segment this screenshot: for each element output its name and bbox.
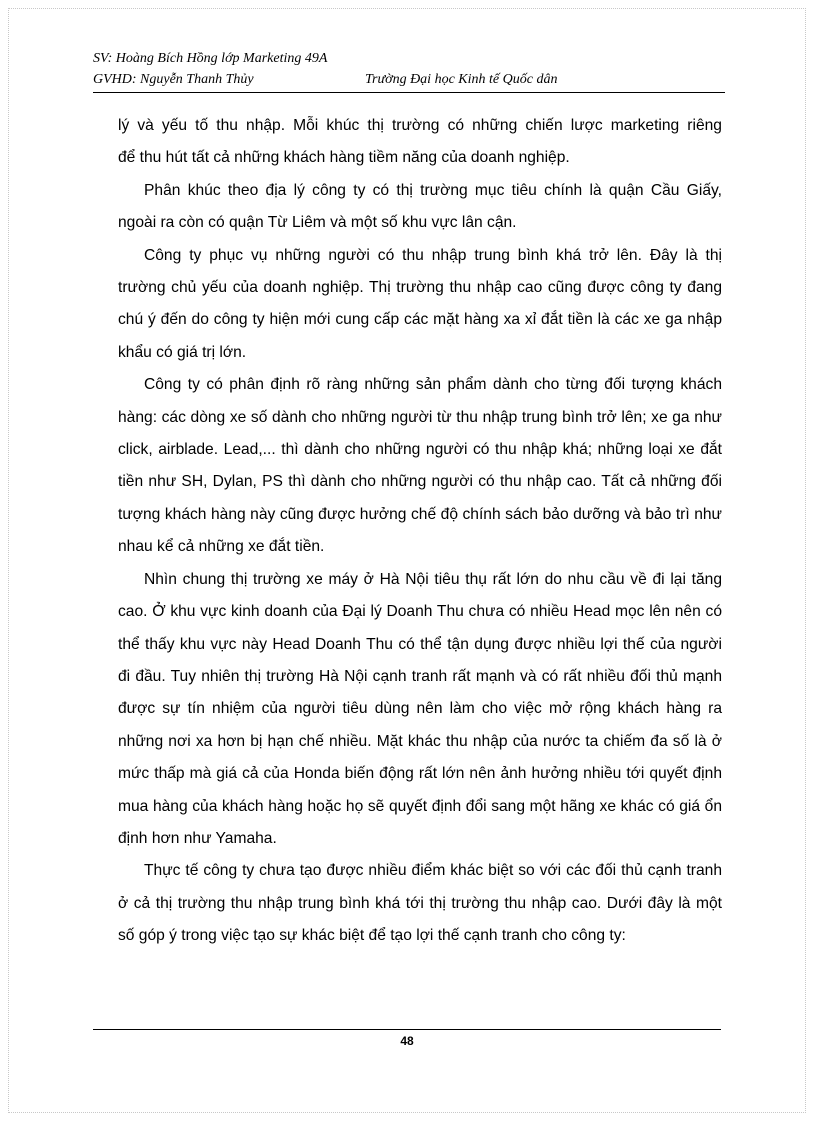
paragraph-4	[118, 369, 722, 563]
text-line: Thực tế công ty chưa tạo được nhiều điểm khác biệt so với các đối thủ cạnh tranh	[144, 862, 722, 880]
document-body	[118, 110, 722, 953]
text-line: ngoài ra còn có quận Từ Liêm và một số khu vực lân cận.	[118, 214, 517, 232]
text-line: mua hàng của khách hàng hoặc họ sẽ quyết định đổi sang một hãng xe khác có giá ổn	[118, 797, 722, 815]
text-line: được sự tín nhiệm của người tiêu dùng nên làm cho việc mở rộng khách hàng ra	[118, 700, 722, 718]
text-line: tượng khách hàng này cũng được hưởng chế độ chính sách bảo dưỡng và bảo trì như	[118, 505, 722, 523]
text-line: ở cả thị trường thu nhập trung bình khá tới thị trường thu nhập cao. Dưới đây là một	[118, 894, 722, 912]
text-line: khẩu có giá trị lớn.	[118, 343, 247, 361]
text-line: những nơi xa hơn bị hạn chế nhiều. Mặt khác thu nhập của nước ta chiếm đa số là ở	[118, 732, 722, 750]
paragraph-3	[118, 240, 722, 370]
text-line: trường chủ yếu của doanh nghiệp. Thị trường thu nhập cao cũng được công ty đang	[118, 279, 722, 297]
page-number: 48	[400, 1034, 414, 1048]
header-university: Trường Đại học Kinh tế Quốc dân	[365, 72, 558, 87]
text-line: để thu hút tất cả những khách hàng tiềm năng của doanh nghiệp.	[118, 149, 570, 167]
text-line: Công ty phục vụ những người có thu nhập trung bình khá trở lên. Đây là thị	[144, 246, 722, 264]
paragraph-6	[118, 855, 722, 952]
text-line: lý và yếu tố thu nhập. Mỗi khúc thị trường có những chiến lược marketing riêng	[118, 117, 722, 134]
text-line: số góp ý trong việc tạo sự khác biệt để tạo lợi thế cạnh tranh cho công ty:	[118, 927, 626, 945]
text-line: click, airblade. Lead,... thì dành cho những người có thu nhập khá; những loại xe đắt	[118, 441, 722, 459]
paragraph-5	[118, 564, 722, 856]
header-student: SV: Hoàng Bích Hồng lớp Marketing 49A	[93, 51, 328, 66]
header-line-2	[93, 69, 725, 90]
text-line: cao. Ở khu vực kinh doanh của Đại lý Doanh Thu chưa có nhiều Head mọc lên nên có	[118, 603, 722, 621]
text-line: mức thấp mà giá cả của Honda biến động rất lớn nên ảnh hưởng nhiều tới quyết định	[118, 765, 722, 783]
text-line: Nhìn chung thị trường xe máy ở Hà Nội tiêu thụ rất lớn do nhu cầu về đi lại tăng	[144, 570, 722, 588]
footer-divider	[93, 1029, 721, 1030]
text-line: chú ý đến do công ty hiện mới cung cấp các mặt hàng xa xỉ đắt tiền là các xe ga nhập	[118, 311, 722, 329]
text-line: đi đầu. Tuy nhiên thị trường Hà Nội cạnh tranh rất mạnh và có rất nhiều đối thủ mạnh	[118, 667, 722, 685]
text-line: định hơn như Yamaha.	[118, 829, 277, 847]
header-line-1	[93, 48, 725, 69]
text-line: Công ty có phân định rõ ràng những sản phẩm dành cho từng đối tượng khách	[144, 376, 722, 394]
header-divider	[93, 92, 725, 93]
text-line: hàng: các dòng xe số dành cho những người từ thu nhập trung bình trở lên; xe ga như	[118, 408, 722, 426]
text-line: thể thấy khu vực này Head Doanh Thu có thể tận dụng được nhiều lợi thế của người	[118, 635, 722, 653]
text-line: tiền như SH, Dylan, PS thì dành cho những người có thu nhập cao. Tất cả những đối	[118, 473, 722, 491]
text-line: nhau kể cả những xe đắt tiền.	[118, 538, 325, 556]
text-line: Phân khúc theo địa lý công ty có thị trường mục tiêu chính là quận Cầu Giấy,	[144, 181, 722, 199]
page-header	[93, 48, 725, 90]
paragraph-2	[118, 175, 722, 240]
header-supervisor: GVHD: Nguyễn Thanh Thủy	[93, 72, 254, 87]
paragraph-1	[118, 110, 722, 175]
